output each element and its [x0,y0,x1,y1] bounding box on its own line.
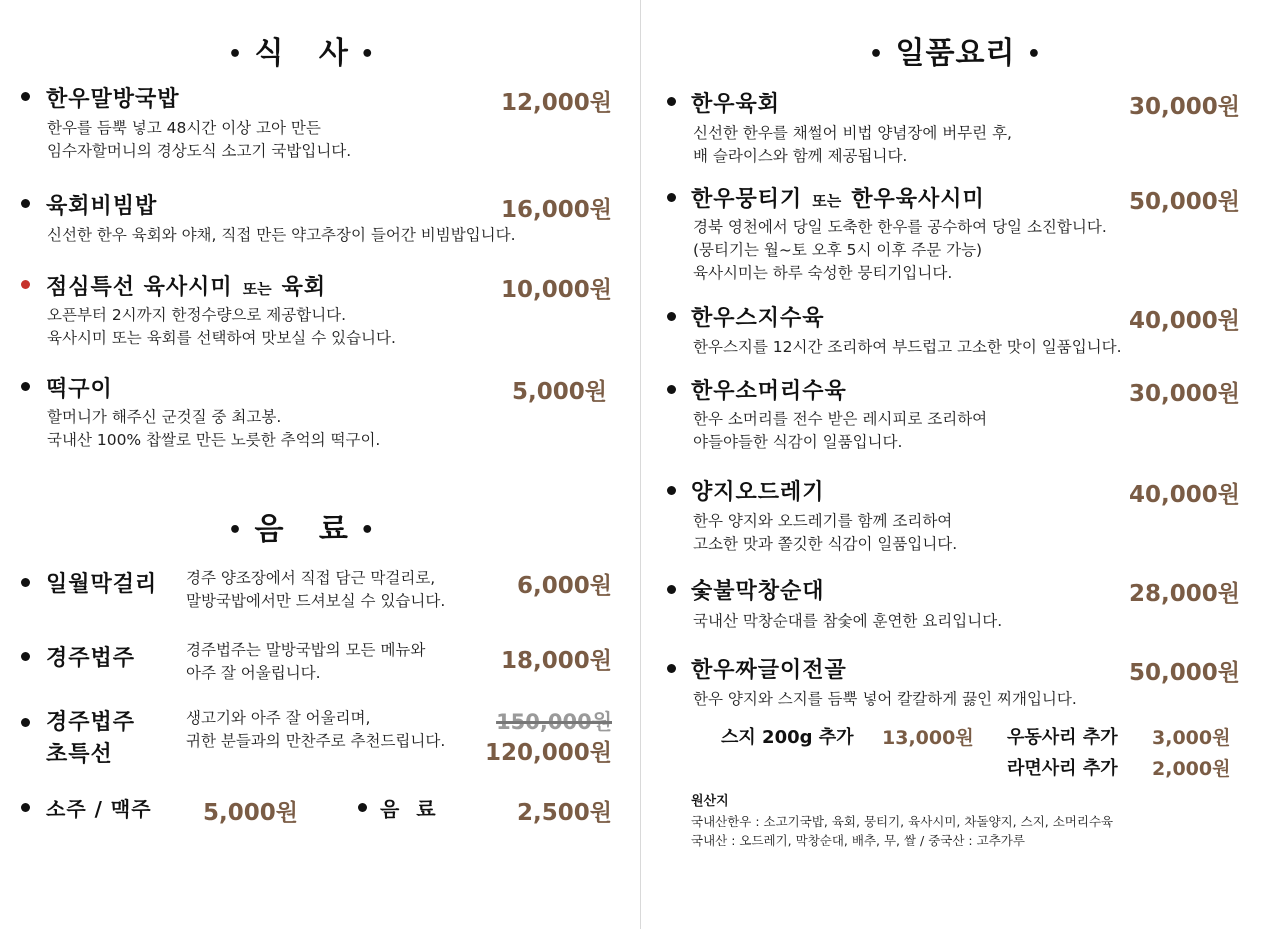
dish-price: 30,000원 [1129,381,1240,407]
bullet-icon [667,385,676,394]
menu-item-name: 한우말방국밥 [46,87,180,112]
bullet-icon [667,585,676,594]
dish-desc: 한우 양지와 오드레기를 함께 조리하여 고소한 맛과 쫄깃한 식감이 일품입니다. [693,512,958,553]
bullet-icon [21,718,30,727]
drink-price: 120,000원 [485,740,612,766]
dish-price: 40,000원 [1129,308,1240,334]
dish-name: 양지오드레기 [691,480,825,505]
bullet-icon [21,92,30,101]
origin-line: 국내산한우 : 소고기국밥, 육회, 뭉티기, 육사시미, 차돌양지, 스지, 소머리수육 [691,814,1114,829]
bullet-icon [667,97,676,106]
dish-price: 28,000원 [1129,581,1240,607]
extra-label: 우동사리 추가 [1007,727,1118,748]
dish-name: 숯불막창순대 [691,579,825,604]
dish-name: 한우스지수육 [691,306,825,331]
dish-desc: 한우스지를 12시간 조리하여 부드럽고 고소한 맛이 일품입니다. [693,338,1122,356]
drink-section-title: • 음 료 • [228,512,376,547]
extra-price: 2,000원 [1152,758,1231,780]
menu-item-price: 16,000원 [501,197,612,223]
drink-price: 6,000원 [517,573,612,599]
dish-name: 한우뭉티기 또는 한우육사시미 [691,187,985,212]
bullet-icon [21,578,30,587]
origin-title: 원산지 [691,794,729,809]
drink-name: 일월막걸리 [46,572,158,597]
dish-desc: 한우 소머리를 전수 받은 레시피로 조리하여 야들야들한 식감이 일품입니다. [693,410,988,451]
extra-label: 스지 200g 추가 [721,727,854,748]
bullet-icon [358,803,367,812]
menu-item-desc: 신선한 한우 육회와 야채, 직접 만든 약고추장이 들어간 비빔밥입니다. [47,226,516,244]
dish-name: 한우짜글이전골 [691,658,847,683]
red-bullet-icon [21,280,30,289]
extra-price: 3,000원 [1152,727,1231,749]
menu-item-price: 12,000원 [501,90,612,116]
dish-desc: 국내산 막창순대를 참숯에 훈연한 요리입니다. [693,612,1003,630]
menu-item-desc: 오픈부터 2시까지 한정수량으로 제공합니다. 육사시미 또는 육회를 선택하여 맛보실 수 있습니다. [47,306,396,347]
dish-desc: 신선한 한우를 채썰어 비법 양념장에 버무린 후, 배 슬라이스와 함께 제공됩니다. [693,124,1012,165]
drink-desc: 생고기와 아주 잘 어울리며, 귀한 분들과의 만찬주로 추천드립니다. [186,709,446,750]
dish-desc: 경북 영천에서 당일 도축한 한우를 공수하여 당일 소진합니다. (뭉티기는 월~토 오후 5시 이후 주문 가능) 육사시미는 하루 숙성한 뭉티기입니다. [693,218,1107,282]
extra-label: 라면사리 추가 [1007,758,1118,779]
soft-drink-name: 음 료 [380,797,437,821]
dish-desc: 한우 양지와 스지를 듬뿍 넣어 칼칼하게 끓인 찌개입니다. [693,690,1077,708]
bullet-icon [667,486,676,495]
dish-price: 30,000원 [1129,94,1240,120]
drink-desc: 경주 양조장에서 직접 담근 막걸리로, 말방국밥에서만 드셔보실 수 있습니다. [186,569,446,610]
bullet-icon [667,664,676,673]
bullet-icon [21,382,30,391]
menu-item-desc: 한우를 듬뿍 넣고 48시간 이상 고아 만든 임수자할머니의 경상도식 소고기 국밥입니다. [47,119,352,160]
bullet-icon [21,652,30,661]
dish-name: 한우소머리수육 [691,379,847,404]
meal-section-title: • 식 사 • [228,36,376,71]
drink-name: 경주법주 초특선 [46,710,136,767]
soju-beer-name: 소주 / 맥주 [46,797,152,821]
bullet-icon [21,803,30,812]
menu-item-price: 10,000원 [501,277,612,303]
bullet-icon [667,312,676,321]
extra-price: 13,000원 [882,727,974,749]
menu-item-price: 5,000원 [512,379,607,405]
menu-item-name: 육회비빔밥 [46,194,158,219]
dish-price: 40,000원 [1129,482,1240,508]
dish-section-title: • 일품요리 • [869,36,1042,71]
dish-price: 50,000원 [1129,660,1240,686]
bullet-icon [21,199,30,208]
drink-old-price: 150,000원 [496,710,612,734]
menu-item-name: 점심특선 육사시미 또는 육회 [46,275,327,300]
origin-line: 국내산 : 오드레기, 막창순대, 배추, 무, 쌀 / 중국산 : 고추가루 [691,833,1025,848]
drink-price: 18,000원 [501,648,612,674]
menu-item-name: 떡구이 [46,377,113,402]
drink-desc: 경주법주는 말방국밥의 모든 메뉴와 아주 잘 어울립니다. [186,641,426,682]
soju-beer-price: 5,000원 [203,800,298,826]
drink-name: 경주법주 [46,646,136,671]
menu-item-desc: 할머니가 해주신 군것질 중 최고봉. 국내산 100% 찹쌀로 만든 노릇한 추억의 떡구이. [47,408,381,449]
soft-drink-price: 2,500원 [517,800,612,826]
dish-name: 한우육회 [691,92,781,117]
bullet-icon [667,193,676,202]
right-menu-page [641,0,1280,929]
dish-price: 50,000원 [1129,189,1240,215]
